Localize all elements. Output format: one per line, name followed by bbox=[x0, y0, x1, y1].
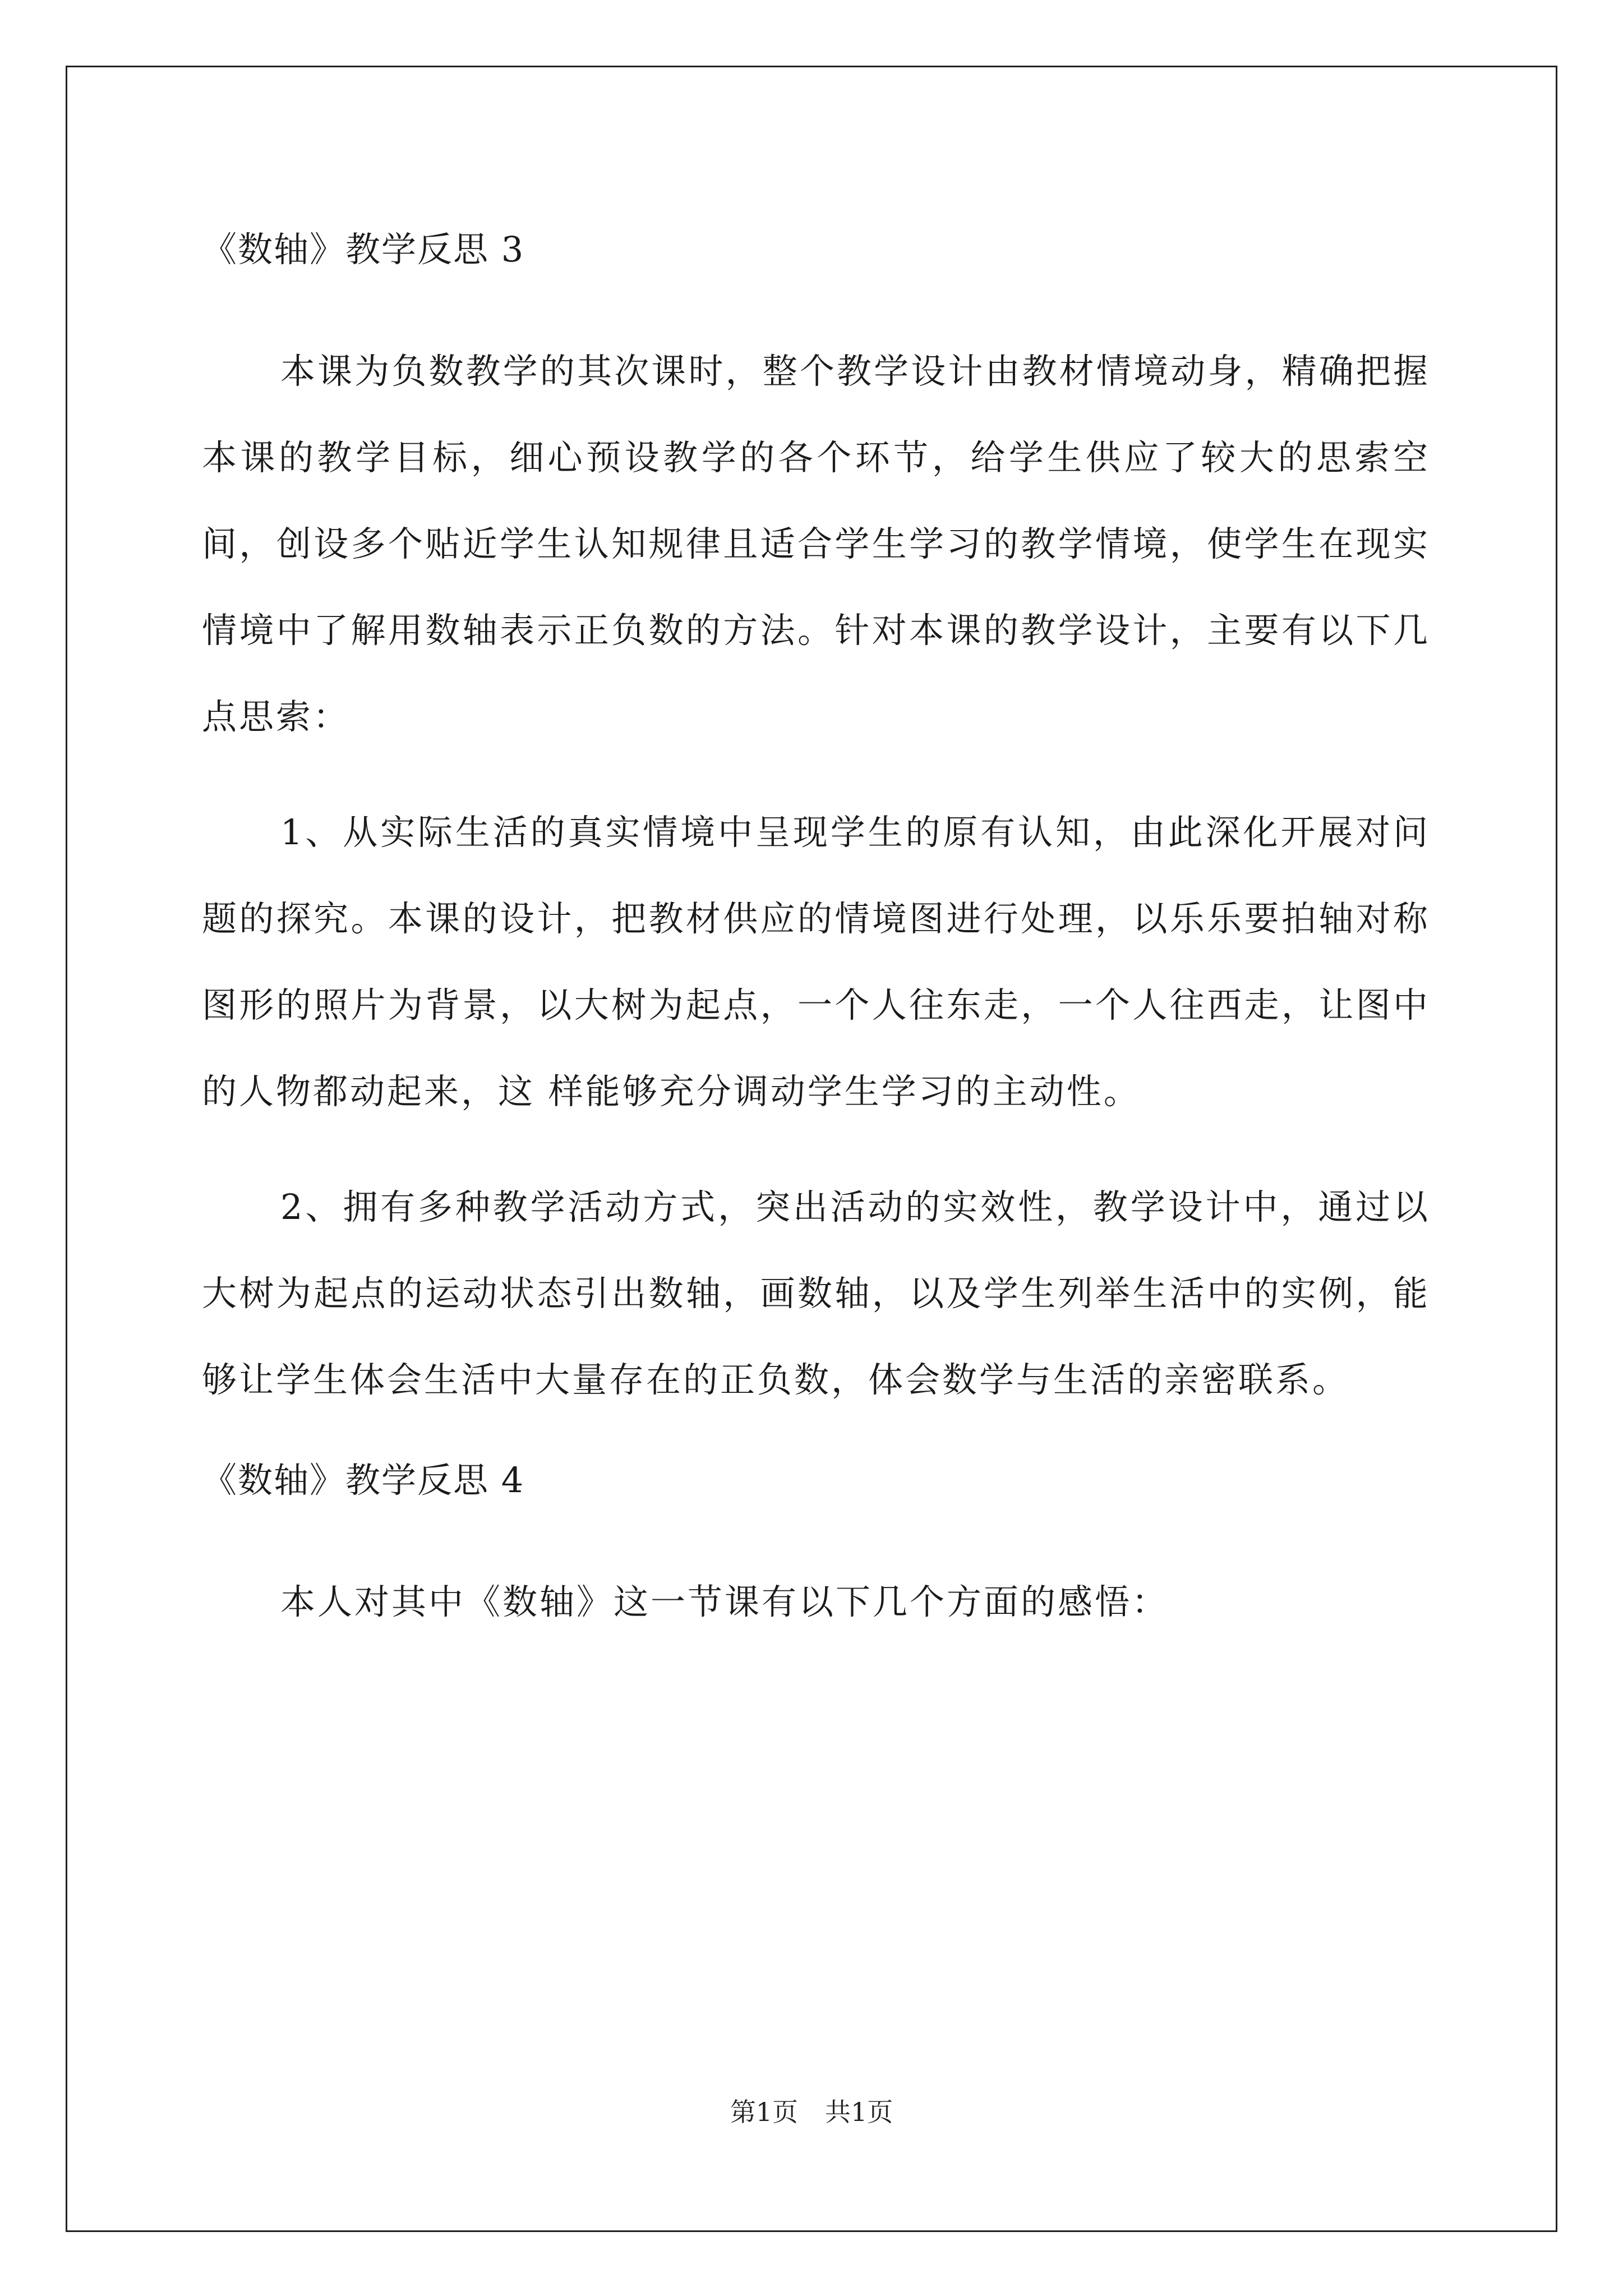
paragraph: 1、从实际生活的真实情境中呈现学生的原有认知，由此深化开展对问题的探究。本课的设计，把教材供应的情境图进行处理，以乐乐要拍轴对称图形的照片为背景，以大树为起点，一个人往东走，一个人往西走，让图中的人物都动起来，这 样能够充分调动学生学习的主动性。 bbox=[202, 812, 1430, 1112]
paragraph: 本课为负数教学的其次课时，整个教学设计由教材情境动身，精确把握本课的教学目标，细心预设教学的各个环节，给学生供应了较大的思索空间，创设多个贴近学生认知规律且适合学生学习的教学情境，使学生在现实情境中了解用数轴表示正负数的方法。针对本课的教学设计，主要有以下几点思索： bbox=[202, 351, 1430, 737]
section-heading: 《数轴》教学反思 4 bbox=[202, 1460, 525, 1501]
paragraph: 本人对其中《数轴》这一节课有以下几个方面的感悟： bbox=[280, 1581, 1169, 1622]
page-footer bbox=[0, 2095, 1623, 2129]
page-number: 第1页 bbox=[730, 2097, 798, 2127]
paragraph: 2、拥有多种教学活动方式，突出活动的实效性，教学设计中，通过以大树为起点的运动状态引出数轴，画数轴，以及学生列举生活中的实例，能够让学生体会生活中大量存在的正负数，体会数学与生活的亲密联系。 bbox=[202, 1186, 1430, 1400]
page-total: 共1页 bbox=[825, 2097, 893, 2127]
section-heading: 《数轴》教学反思 3 bbox=[202, 229, 525, 270]
document-body bbox=[202, 222, 1430, 1674]
section-reflection-4 bbox=[202, 1452, 1430, 1645]
section-reflection-3 bbox=[202, 222, 1430, 1423]
